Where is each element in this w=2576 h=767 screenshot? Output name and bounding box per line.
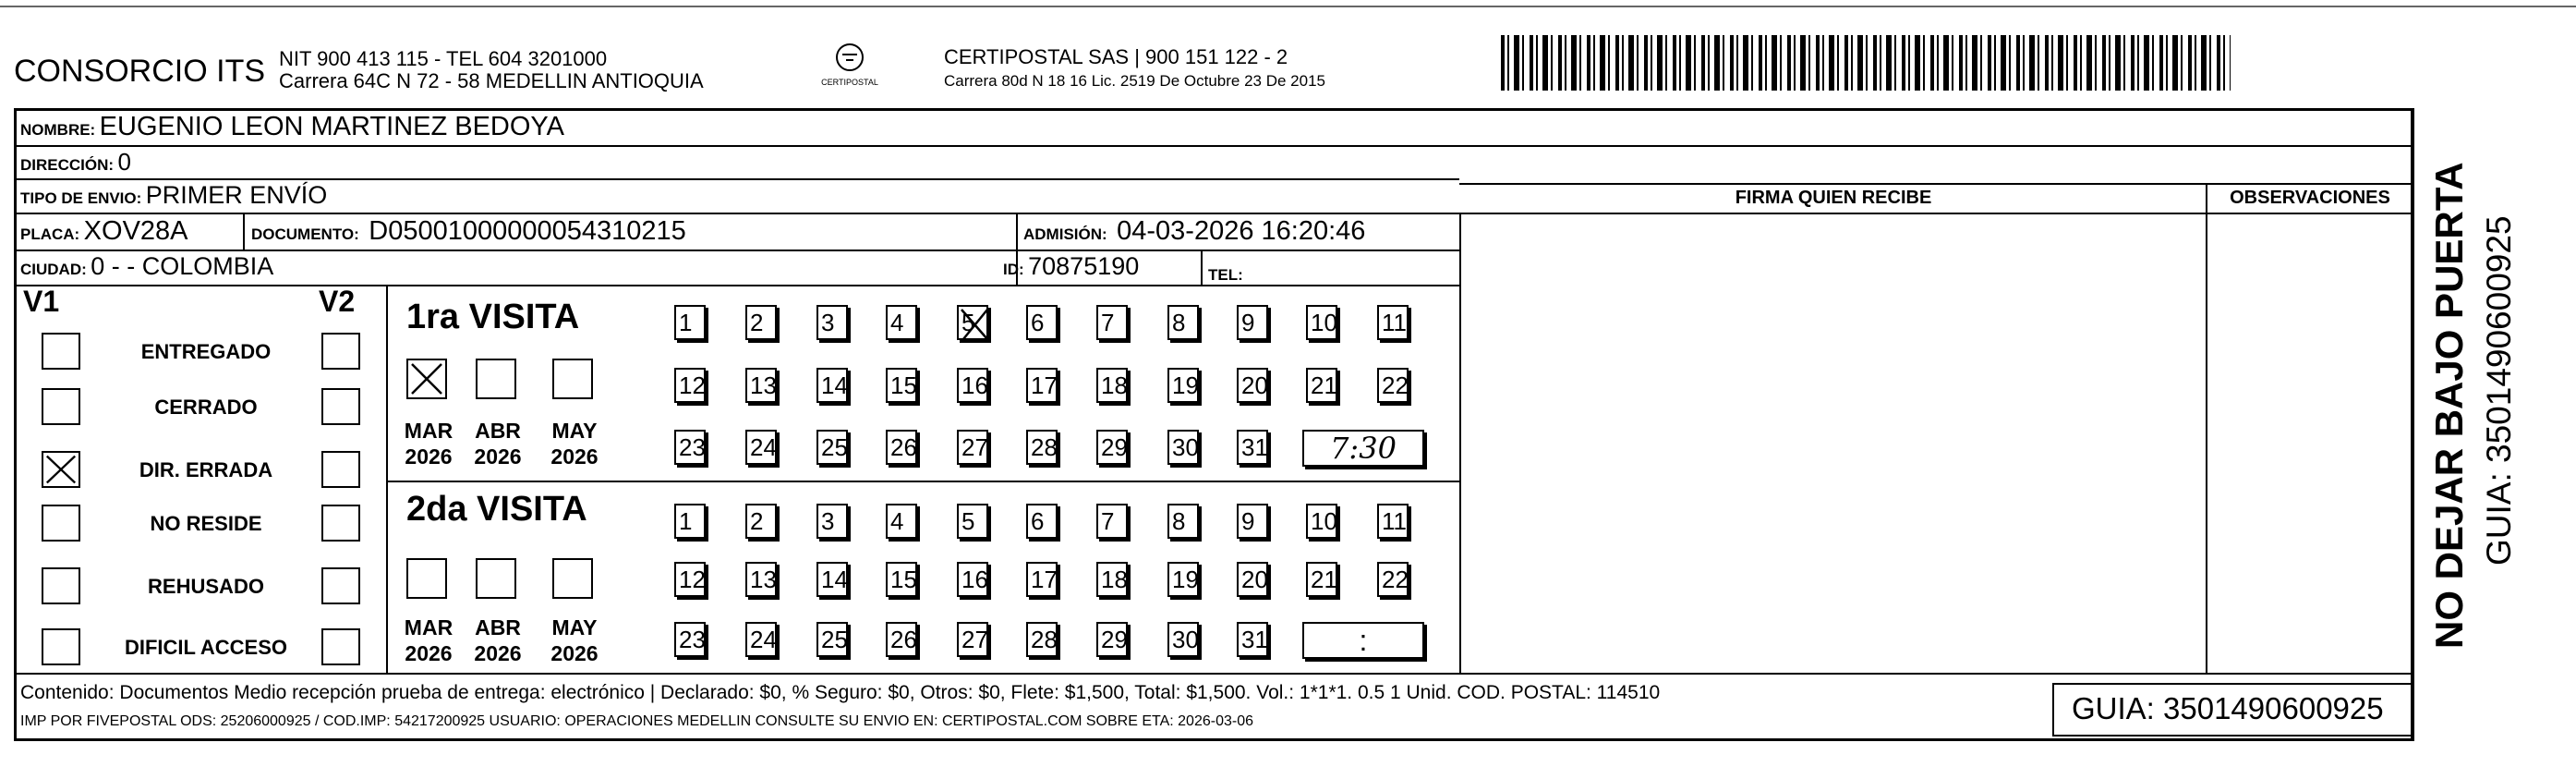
day-number: 18	[1101, 566, 1128, 593]
first-visit-day-box[interactable]	[1306, 305, 1337, 340]
day-number: 14	[821, 566, 848, 593]
first-visit-day-box[interactable]	[816, 305, 848, 340]
month-year: 2026	[550, 444, 599, 469]
first-visit-day-box[interactable]	[1026, 368, 1058, 403]
day-number: 27	[961, 433, 988, 461]
second-visit-day-box[interactable]	[1306, 562, 1337, 597]
first-visit-month-label	[401, 418, 456, 469]
documento-row	[251, 216, 686, 247]
day-number: 21	[1311, 371, 1337, 399]
first-visit-day-box[interactable]	[1167, 368, 1199, 403]
second-visit-day-box[interactable]	[1096, 622, 1128, 657]
second-visit-day-box[interactable]	[1167, 622, 1199, 657]
license-line: Carrera 80d N 18 16 Lic. 2519 De Octubre 23 De 2015	[944, 72, 1325, 90]
nombre-value: EUGENIO LEON MARTINEZ BEDOYA	[99, 112, 564, 141]
day-number: 11	[1382, 507, 1407, 535]
status-label: DIR. ERRADA	[139, 458, 273, 481]
day-number: 16	[961, 566, 988, 593]
second-visit-day-box[interactable]	[745, 562, 777, 597]
second-visit-day-box[interactable]	[957, 562, 988, 597]
day-number: 4	[890, 309, 904, 336]
day-number: 20	[1241, 371, 1268, 399]
first-visit-day-box[interactable]	[886, 305, 917, 340]
footer-imp: IMP POR FIVEPOSTAL ODS: 25206000925 / COD.IMP: 54217200925 USUARIO: OPERACIONES MEDELLIN CONSULTE SU ENVIO EN: CERTIPOSTAL.COM SOBRE ETA: 2026-03-06	[20, 713, 1253, 729]
day-number: 31	[1241, 433, 1268, 461]
day-number: 23	[679, 433, 706, 461]
tipo-value: PRIMER ENVÍO	[145, 181, 328, 209]
month-year: 2026	[474, 444, 522, 469]
month-name: MAY	[551, 419, 598, 443]
day-number: 7	[1101, 507, 1115, 535]
day-number: 9	[1241, 507, 1255, 535]
ciudad-row	[20, 252, 273, 281]
day-number: 26	[890, 626, 917, 653]
day-number: 12	[679, 566, 706, 593]
first-visit-day-box[interactable]	[1096, 430, 1128, 465]
status-label: NO RESIDE	[150, 512, 262, 535]
day-number: 28	[1031, 626, 1058, 653]
second-visit-day-box[interactable]	[674, 562, 706, 597]
footer-guia: GUIA: 3501490600925	[2072, 691, 2384, 725]
first-visit-day-box[interactable]	[674, 305, 706, 340]
day-number: 22	[1382, 371, 1409, 399]
v1-header: V1	[23, 285, 60, 318]
day-number: 25	[821, 626, 848, 653]
day-number: 24	[750, 433, 777, 461]
v1-checkbox[interactable]	[42, 505, 80, 542]
admision-row	[1023, 216, 1365, 247]
second-visit-day-box[interactable]	[957, 622, 988, 657]
day-number: 30	[1172, 626, 1199, 653]
day-number: 6	[1031, 309, 1045, 336]
second-visit-month-label	[547, 615, 602, 666]
status-label: REHUSADO	[148, 575, 264, 598]
observaciones-header: OBSERVACIONES	[2230, 188, 2390, 208]
day-number: 1	[679, 507, 693, 535]
first-visit-month-box[interactable]	[406, 359, 447, 399]
day-number: 3	[821, 507, 835, 535]
day-number: 14	[821, 371, 848, 399]
first-visit-day-box[interactable]	[1237, 305, 1268, 340]
day-number: 16	[961, 371, 988, 399]
day-number: 29	[1101, 433, 1128, 461]
firma-header: FIRMA QUIEN RECIBE	[1735, 188, 1932, 208]
first-visit-day-box[interactable]	[745, 368, 777, 403]
day-number: 2	[750, 507, 764, 535]
v1-checkbox[interactable]	[42, 567, 80, 604]
day-number: 13	[750, 566, 777, 593]
first-visit-day-box[interactable]	[957, 368, 988, 403]
first-visit-day-box[interactable]	[1377, 368, 1409, 403]
admision-value: 04-03-2026 16:20:46	[1117, 216, 1366, 246]
day-number: 15	[890, 371, 917, 399]
day-number: 22	[1382, 566, 1409, 593]
day-number: 23	[679, 626, 706, 653]
month-name: MAR	[404, 615, 454, 639]
day-number: 2	[750, 309, 764, 336]
second-visit-day-box[interactable]	[1026, 504, 1058, 539]
day-number: 6	[1031, 507, 1045, 535]
month-name: MAY	[551, 615, 598, 639]
day-number: 19	[1172, 566, 1199, 593]
second-visit-month-label	[401, 615, 456, 666]
first-visit-day-box[interactable]	[1096, 305, 1128, 340]
first-visit-day-box[interactable]	[816, 430, 848, 465]
placa-value: XOV28A	[83, 216, 188, 246]
placa-row	[20, 216, 188, 247]
side-warning: NO DEJAR BAJO PUERTA	[2427, 162, 2471, 649]
v1-checkbox[interactable]	[42, 628, 80, 665]
second-visit-month-box[interactable]	[476, 558, 516, 599]
first-visit-day-box[interactable]	[1167, 430, 1199, 465]
day-number: 17	[1031, 566, 1058, 593]
first-visit-day-box[interactable]	[674, 368, 706, 403]
day-number: 8	[1172, 507, 1186, 535]
month-year: 2026	[550, 641, 599, 665]
day-number: 3	[821, 309, 835, 336]
tipo-label: TIPO DE ENVIO:	[20, 189, 142, 207]
first-visit-day-box[interactable]	[886, 430, 917, 465]
day-number: 25	[821, 433, 848, 461]
day-number: 4	[890, 507, 904, 535]
first-visit-day-box[interactable]	[1167, 305, 1199, 340]
day-number: 9	[1241, 309, 1255, 336]
first-visit-day-box[interactable]	[816, 368, 848, 403]
month-name: MAR	[404, 419, 454, 443]
first-visit-month-label	[470, 418, 526, 469]
admision-label: ADMISIÓN:	[1023, 225, 1107, 243]
id-row	[1003, 252, 1139, 281]
id-value: 70875190	[1028, 252, 1140, 280]
first-visit-day-box[interactable]	[674, 430, 706, 465]
month-year: 2026	[405, 444, 453, 469]
day-number: 28	[1031, 433, 1058, 461]
barcode	[1501, 35, 2231, 91]
second-visit-day-box[interactable]	[816, 562, 848, 597]
day-number: 26	[890, 433, 917, 461]
ciudad-value: 0 - - COLOMBIA	[91, 252, 274, 280]
day-number: 8	[1172, 309, 1186, 336]
second-visit-month-box[interactable]	[552, 558, 593, 599]
second-visit-day-box[interactable]	[1167, 504, 1199, 539]
footer-contenido: Contenido: Documentos Medio recepción prueba de entrega: electrónico | Declarado: $0, % Seguro: $0, Otros: $0, Flete: $1,500, Total: $1,500. Vol.: 1*1*1. 0.5 1 Unid. COD. POSTAL: 114510	[20, 682, 1661, 703]
v1-checkbox[interactable]	[42, 388, 80, 425]
first-visit-day-box[interactable]	[1306, 368, 1337, 403]
direccion-value: 0	[117, 148, 131, 176]
second-visit-day-box[interactable]	[1306, 504, 1337, 539]
first-visit-day-box[interactable]	[745, 430, 777, 465]
second-visit-month-box[interactable]	[406, 558, 447, 599]
first-visit-time-box[interactable]	[1302, 430, 1424, 467]
day-number: 21	[1311, 566, 1337, 593]
v2-checkbox[interactable]	[321, 333, 360, 370]
certipostal-logo	[813, 39, 887, 94]
second-visit-day-box[interactable]	[1096, 562, 1128, 597]
second-visit-day-box[interactable]	[674, 622, 706, 657]
v2-checkbox[interactable]	[321, 451, 360, 488]
v1-checkbox[interactable]	[42, 333, 80, 370]
ciudad-label: CIUDAD:	[20, 261, 87, 278]
second-visit-day-box[interactable]	[816, 504, 848, 539]
second-visit-day-box[interactable]	[1167, 562, 1199, 597]
certipostal-line: CERTIPOSTAL SAS | 900 151 122 - 2	[944, 45, 1288, 68]
second-visit-day-box[interactable]	[1237, 504, 1268, 539]
tel-label: TEL:	[1208, 266, 1243, 284]
status-label: DIFICIL ACCESO	[124, 636, 287, 659]
day-number: 13	[750, 371, 777, 399]
second-visit-month-label	[470, 615, 526, 666]
v2-checkbox[interactable]	[321, 628, 360, 665]
second-visit-day-box[interactable]	[1237, 562, 1268, 597]
company-name: CONSORCIO ITS	[14, 54, 266, 89]
second-visit-title: 2da VISITA	[406, 490, 587, 529]
status-label: ENTREGADO	[140, 340, 272, 363]
day-number: 11	[1382, 309, 1407, 336]
v2-checkbox[interactable]	[321, 567, 360, 604]
second-visit-day-box[interactable]	[957, 504, 988, 539]
second-visit-day-box[interactable]	[816, 622, 848, 657]
first-visit-day-box[interactable]	[1377, 305, 1409, 340]
second-visit-day-box[interactable]	[886, 504, 917, 539]
day-number: 30	[1172, 433, 1199, 461]
day-number: 10	[1311, 309, 1337, 336]
svg-text:CERTIPOSTAL: CERTIPOSTAL	[821, 78, 878, 87]
day-number: 10	[1311, 507, 1337, 535]
day-number: 31	[1241, 626, 1268, 653]
month-name: ABR	[475, 419, 521, 443]
first-visit-day-box[interactable]	[957, 430, 988, 465]
v2-checkbox[interactable]	[321, 505, 360, 542]
placa-label: PLACA:	[20, 225, 80, 243]
month-year: 2026	[474, 641, 522, 665]
second-visit-time-box[interactable]	[1302, 622, 1424, 659]
second-visit-time: :	[1359, 624, 1368, 657]
day-number: 18	[1101, 371, 1128, 399]
first-visit-day-box[interactable]	[745, 305, 777, 340]
second-visit-day-box[interactable]	[1237, 622, 1268, 657]
second-visit-day-box[interactable]	[1377, 562, 1409, 597]
day-number: 27	[961, 626, 988, 653]
first-visit-day-box[interactable]	[886, 368, 917, 403]
second-visit-day-box[interactable]	[1026, 562, 1058, 597]
first-visit-day-box[interactable]	[1026, 430, 1058, 465]
first-visit-day-box[interactable]	[1237, 368, 1268, 403]
first-visit-day-box[interactable]	[1237, 430, 1268, 465]
day-number: 7	[1101, 309, 1115, 336]
first-visit-time: 7:30	[1330, 431, 1397, 466]
first-visit-day-box[interactable]	[957, 305, 988, 340]
month-name: ABR	[475, 615, 521, 639]
second-visit-day-box[interactable]	[886, 622, 917, 657]
tel-row	[1208, 257, 1243, 287]
month-year: 2026	[405, 641, 453, 665]
v2-checkbox[interactable]	[321, 388, 360, 425]
direccion-row	[20, 148, 131, 177]
tipo-row	[20, 181, 327, 210]
documento-value: D05001000000054310215	[369, 216, 686, 246]
day-number: 12	[679, 371, 706, 399]
second-visit-day-box[interactable]	[1096, 504, 1128, 539]
v1-checkbox[interactable]	[42, 451, 80, 488]
day-number: 17	[1031, 371, 1058, 399]
day-number: 5	[961, 309, 975, 336]
day-number: 1	[679, 309, 693, 336]
address-line: Carrera 64C N 72 - 58 MEDELLIN ANTIOQUIA	[279, 69, 704, 92]
first-visit-month-box[interactable]	[476, 359, 516, 399]
second-visit-day-box[interactable]	[886, 562, 917, 597]
direccion-label: DIRECCIÓN:	[20, 156, 115, 174]
documento-label: DOCUMENTO:	[251, 225, 359, 243]
first-visit-month-box[interactable]	[552, 359, 593, 399]
first-visit-month-label	[547, 418, 602, 469]
day-number: 20	[1241, 566, 1268, 593]
status-label: CERRADO	[154, 396, 258, 419]
nombre-label: NOMBRE:	[20, 121, 96, 139]
first-visit-title: 1ra VISITA	[406, 298, 580, 336]
nit-line: NIT 900 413 115 - TEL 604 3201000	[279, 47, 608, 70]
day-number: 5	[961, 507, 975, 535]
day-number: 15	[890, 566, 917, 593]
v2-header: V2	[319, 285, 356, 318]
nombre-row	[20, 112, 564, 142]
day-number: 19	[1172, 371, 1199, 399]
second-visit-day-box[interactable]	[745, 504, 777, 539]
first-visit-day-box[interactable]	[1096, 368, 1128, 403]
second-visit-day-box[interactable]	[674, 504, 706, 539]
second-visit-day-box[interactable]	[1377, 504, 1409, 539]
day-number: 24	[750, 626, 777, 653]
second-visit-day-box[interactable]	[745, 622, 777, 657]
id-label: ID:	[1003, 261, 1024, 278]
second-visit-day-box[interactable]	[1026, 622, 1058, 657]
day-number: 29	[1101, 626, 1128, 653]
side-guia: GUIA: 3501490600925	[2480, 215, 2518, 566]
first-visit-day-box[interactable]	[1026, 305, 1058, 340]
